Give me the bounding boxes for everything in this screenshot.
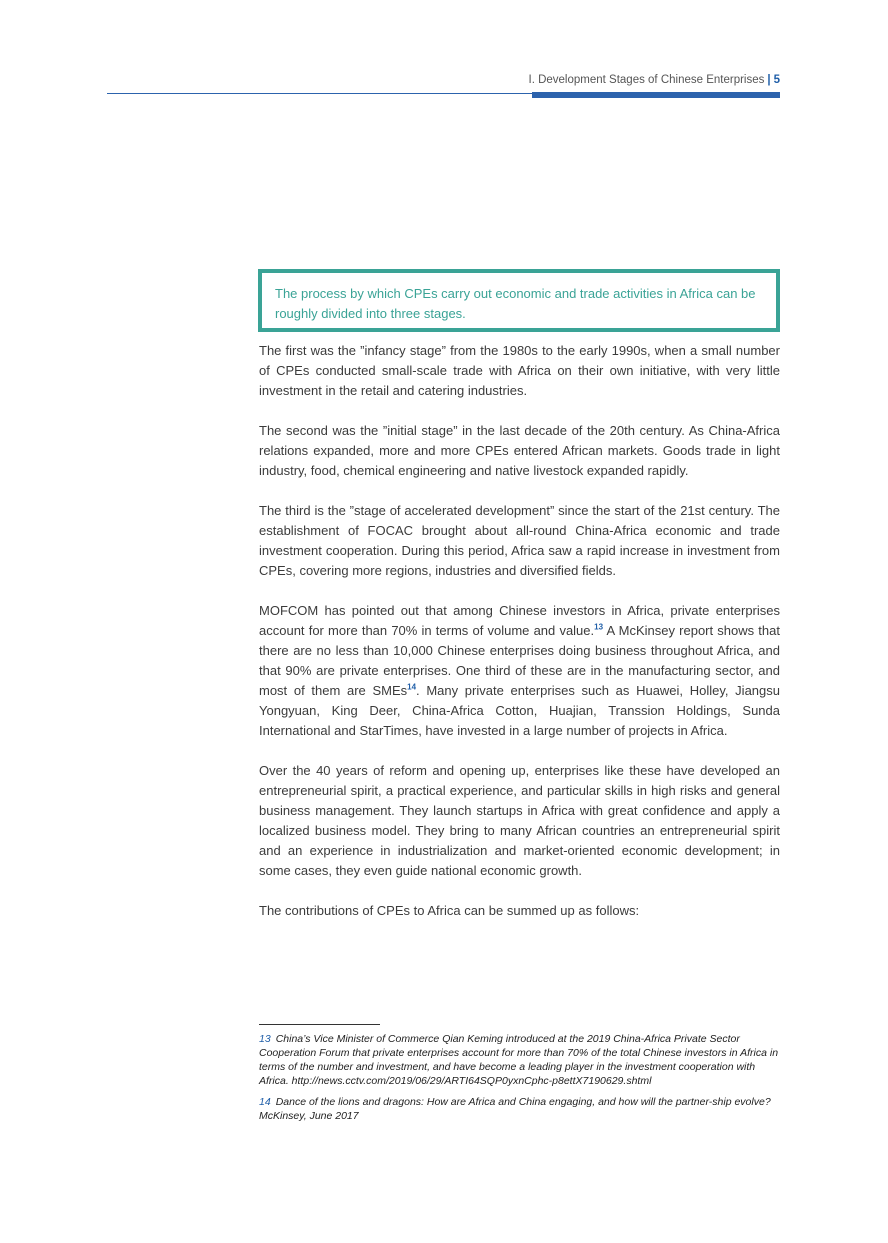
footnotes [259, 1032, 779, 1130]
body-text [259, 341, 780, 941]
callout-box [258, 269, 780, 332]
section-title: I. Development Stages of Chinese Enterprises [528, 74, 765, 86]
footnote-text: Dance of the lions and dragons: How are Africa and China engaging, and how will the partner-ship evolve? McKinsey, June 2017 [259, 1096, 771, 1122]
footnote-number: 13 [259, 1033, 271, 1045]
page-header [0, 0, 888, 100]
paragraph-accelerated-stage: The third is the ”stage of accelerated development” since the start of the 21st century. The establishment of FOCAC brought about all-round China-Africa economic and trade investment cooperation. During this period, Africa saw a rapid increase in investment from CPEs, covering more regions, industries and diversified fields. [259, 503, 780, 578]
footnote-text: China’s Vice Minister of Commerce Qian Keming introduced at the 2019 China-Africa Private Sector Cooperation Forum that private enterprises account for more than 70% of the total Chinese investors in Africa in terms of the number and investment, and have become a leading player in the investment cooperation with Africa. http://news.cctv.com/2019/06/29/ARTI64SQP0yxnCphc-p8ettX7190629.shtml [259, 1033, 779, 1087]
running-header [529, 74, 781, 86]
header-separator: | [767, 74, 771, 86]
page-number: 5 [773, 74, 780, 86]
footnote-14 [259, 1095, 779, 1123]
paragraph-reform: Over the 40 years of reform and opening up, enterprises like these have developed an entrepreneurial spirit, a practical experience, and particular skills in high risks and general business management. They launch startups in Africa with great confidence and apply a localized business model. They bring to many African countries an entrepreneurial spirit and an experience in industrialization and market-oriented economic development; in some cases, they even guide national economic growth. [259, 763, 780, 878]
paragraph-contributions: The contributions of CPEs to Africa can be summed up as follows: [259, 903, 640, 918]
paragraph-infancy-stage: The first was the ”infancy stage” from the 1980s to the early 1990s, when a small number of CPEs conducted small-scale trade with Africa on their own initiative, with very little investment in the retail and catering industries. [259, 343, 780, 398]
footnote-13 [259, 1032, 779, 1088]
paragraph-mofcom-part2: A McKinsey report shows that there are no less than 10,000 Chinese enterprises doing business throughout Africa, and that 90% are private enterprises. One third of these are in the manufacturing sector, and most of them are SMEs [259, 623, 780, 698]
paragraph-initial-stage: The second was the ”initial stage” in the last decade of the 20th century. As China-Africa relations expanded, more and more CPEs entered African markets. Goods trade in light industry, food, chemical engineering and native livestock expanded rapidly. [259, 423, 780, 478]
footnote-divider [259, 1024, 380, 1025]
paragraph-mofcom [259, 601, 780, 741]
paragraph-mofcom-part3: . Many private enterprises such as Huawei, Holley, Jiangsu Yongyuan, King Deer, China-Africa Cotton, Huajian, Transsion Holdings, Sunda International and StarTimes, have invested in a large number of projects in Africa. [259, 683, 780, 738]
callout-text: The process by which CPEs carry out economic and trade activities in Africa can be roughly divided into three stages. [275, 286, 756, 321]
footnote-ref-14[interactable]: 14 [407, 682, 417, 692]
footnote-number: 14 [259, 1096, 271, 1108]
paragraph-mofcom-part1: MOFCOM has pointed out that among Chinese investors in Africa, private enterprises account for more than 70% in terms of volume and value. [259, 603, 780, 638]
header-accent-bar [532, 92, 780, 98]
footnote-ref-13[interactable]: 13 [594, 622, 604, 632]
